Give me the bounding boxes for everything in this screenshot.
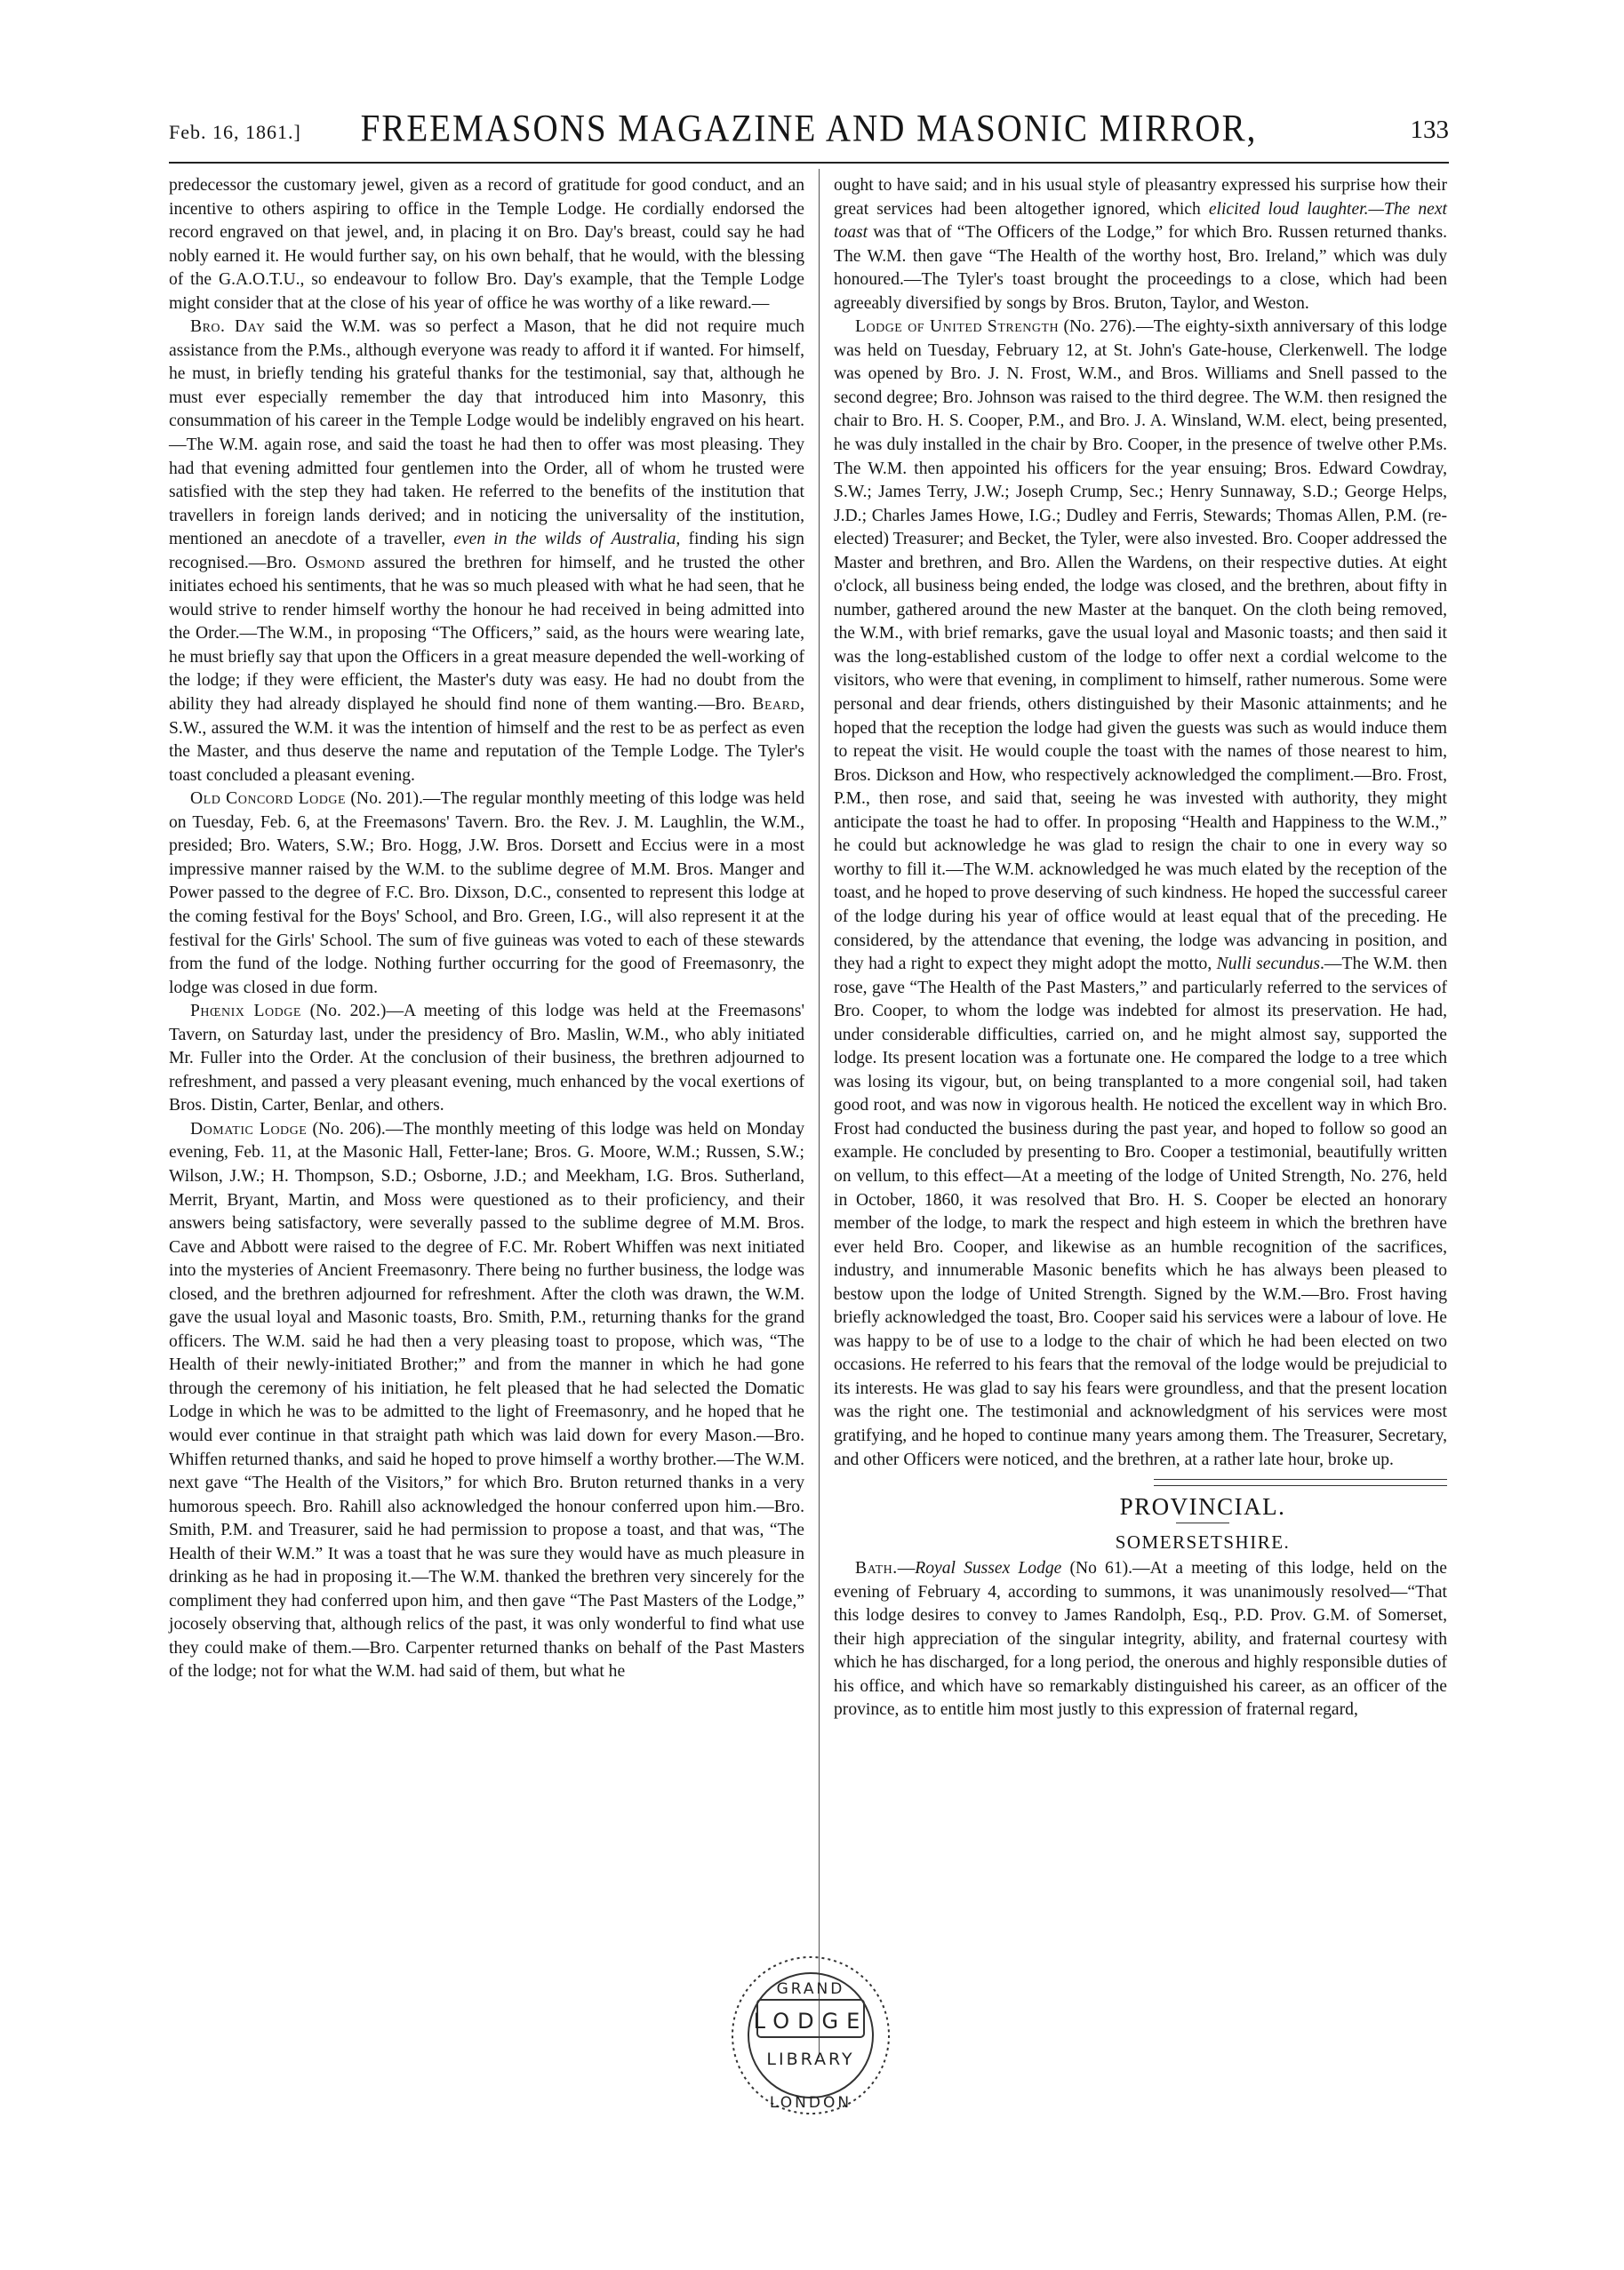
speaker-name: Beard [752, 695, 801, 715]
paragraph-lodge-of-united-strength: Lodge of United Strength (No. 276).—The eighty-sixth anniversary of this lodge was held on Tuesday, February 12, at St. John's Gate-house, Clerkenwell. The lodge was opened by Bro. J. N. Frost, W.M., and Bros. Williams and Snell passed to the second degree; Bro. Johnson was raised to the third degree. The W.M. then resigned the chair to Bro. H. S. Cooper, P.M., and Bro. J. A. Winsland, W.M. elect, being presented, he was duly installed in the chair by Bro. Cooper, in the presence of twelve other P.Ms. The W.M. then appointed his officers for the year ensuing; Bros. Edward Cowdray, S.W.; James Terry, J.W.; Joseph Crump, Sec.; Henry Sunnaway, S.D.; George Helps, J.D.; Charles James Howe, I.G.; Dudley and Ferris, Stewards; Thomas Allen, P.M. (re-elected) Treasurer; and Becket, the Tyler, were also invested. Bro. Cooper addressed the Master and brethren, and Bro. Allen the Wardens, on their respective duties. At eight o'clock, all business being ended, the lodge was closed, and the brethren, about fifty in number, gathered around the new Master at the banquet. On the cloth being removed, the W.M., with brief remarks, gave the usual loyal and Masonic toasts; and then said it was the long-established custom of the lodge to offer next a cordial welcome to the visitors, who were that evening, in compliment to himself, rather numerous. Some were personal and dear friends, others distinguished by their Masonic attainments; and he hoped that the reception the lodge had given the guests was such as would induce them to repeat the visit. He would couple the toast with the names of those nearest to him, Bros. Dickson and How, who respectively acknowledged the compliment.—Bro. Frost, P.M., then rose, and said that, seeing he was invested with authority, they might anticipate the toast he had to offer. In proposing “Health and Happiness to the W.M.,” he could but acknowledge he was glad to resign the chair to one in every way so worthy to fill it.—The W.M. acknowledged he was much elated by the reception of the toast, and he hoped to prove deserving of such kindness. He hoped the successful career of the lodge during his year of office would at least equal that of the preceding. He considered, by the attendance that evening, the lodge was advancing in position, and they had a right to expect they might adopt the motto, Nulli secundus.—The W.M. then rose, gave “The Health of the Past Masters,” and particularly referred to the services of Bro. Cooper, to whom the lodge was indebted for almost its preservation. He had, under considerable difficulties, carried on, and he might almost say, supported the lodge. Its present location was a fortunate one. He compared the lodge to a tree which was losing its vigour, but, on being transplanted to a more congenial soil, had taken good root, and was now in vigorous health. He noticed the excellent way in which Bro. Frost had conducted the business during the past year, and hoped to follow so good an example. He concluded by presenting to Bro. Cooper a testimonial, beautifully written on vellum, to this effect—At a meeting of the lodge of United Strength, No. 276, held in October, 1860, it was resolved that Bro. H. S. Cooper be elected an honorary member of the lodge, to mark the respect and high esteem in which the brethren have ever held Bro. Cooper, and likewise as an humble recognition of the sacrifices, industry, and innumerable Masonic benefits which he has always been pleased to bestow upon the lodge of United Strength. Signed by the W.M.—Bro. Frost having briefly acknowledged the toast, Bro. Cooper said his services were a labour of love. He was happy to be of use to a lodge to the chair of which he had been elected on two occasions. He referred to his fears that the removal of the lodge would be prejudicial to its interests. He was glad to say his fears were groundless, and that the present location was the right one. The testimonial and acknowledgment of his services were most gratifying, and he hoped to continue many years among them. The Treasurer, Secretary, and other Officers were noticed, and the brethren, at a rather late hour, broke up. [834, 317, 1447, 1469]
section-rule [1154, 1479, 1447, 1486]
issue-date: Feb. 16, 1861.] [169, 121, 301, 143]
lodge-name: Royal Sussex Lodge [915, 1559, 1062, 1579]
library-stamp-graphic [704, 1951, 917, 2129]
section-heading-provincial: PROVINCIAL. [1119, 1493, 1286, 1521]
paragraph-old-concord-lodge: Old Concord Lodge (No. 201).—The regular monthly meeting of this lodge was held on Tuesday, Feb. 6, at the Freemasons' Tavern. Bro. the Rev. J. M. Laughlin, the W.M., presided; Bro. Waters, S.W.; Bro. Hogg, J.W. Bros. Dorsett and Eccius were in a most impressive manner raised by the W.M. to the sublime degree of M.M. Bros. Manger and Power passed to the degree of F.C. Bro. Dixson, D.C., consented to represent this lodge at the coming festival for the Boys' School, and Bro. Green, I.G., will also represent it at the festival for the Girls' School. The sum of five guineas was voted to each of these stewards from the fund of the lodge. Nothing further occurring for the good of Freemasonry, the lodge was closed in due form. [169, 789, 804, 997]
lodge-name: Old Concord Lodge [190, 789, 347, 809]
lodge-name: Lodge of United Strength [855, 317, 1060, 337]
paragraph-domatic-lodge: Domatic Lodge (No. 206).—The monthly meeting of this lodge was held on Monday evening, Feb. 11, at the Masonic Hall, Fetter-lane; Bros. G. Moore, W.M.; Russen, S.W.; Wilson, J.W.; H. Thompson, S.D.; Osborne, J.D.; and Meekham, I.G. Bros. Sutherland, Merrit, Bryant, Martin, and Moss were questioned as to their proficiency, and their answers being satisfactory, were severally passed to the sublime degree of M.M. Bros. Cave and Abbott were raised to the degree of F.C. Mr. Robert Whiffen was next initiated into the mysteries of Ancient Freemasonry. There being no further business, the lodge was closed, and the brethren adjourned for refreshment. After the cloth was drawn, the W.M. gave the usual loyal and Masonic toasts, Bro. Smith, P.M., returning thanks for the grand officers. The W.M. said he had then a very pleasing toast to propose, which was, “The Health of their newly-initiated Brother;” and from the manner in which he had gone through the ceremony of his initiation, he felt pleased that he had selected the Domatic Lodge in which he was to be admitted to the light of Freemasonry, and he hoped that he would ever continue in that straight path which was laid down for every Mason.—Bro. Whiffen returned thanks, and said he hoped to prove himself a worthy brother.—The W.M. next gave “The Health of the Visitors,” for which Bro. Bruton returned thanks in a very humorous speech. Bro. Rahill also acknowledged the honour conferred upon him.—Bro. Smith, P.M. and Treasurer, said he had permission to propose a toast, and that was, “The Health of their W.M.” It was a toast that he was sure they would have as much pleasure in drinking as he had in proposing it.—The W.M. thanked the brethren very sincerely for the compliment they had conferred upon him, and then gave “The Past Masters of the Lodge,” jocosely observing that, although relics of the past, it was only wonderful to find what use they could make of them.—Bro. Carpenter returned thanks on behalf of the Past Masters of the lodge; not for what the W.M. had said of them, but what he [169, 1119, 804, 1682]
page-number: 133 [1410, 116, 1449, 144]
speaker-name: Osmond [305, 553, 365, 572]
column-divider [819, 169, 820, 2058]
paragraph-bro-day-reply: Bro. Day said the W.M. was so perfect a Mason, that he did not require much assistance from the P.Ms., although everyone was ready to afford it if wanted. For himself, he must, in briefly tending his grateful thanks for the testimonial, say that, although he must ever especially remember the day that introduced him into Masonry, this consummation of his career in the Temple Lodge would be indelibly engraved on his heart.—The W.M. again rose, and said the toast he had then to offer was most pleasing. They had that evening admitted four gentlemen into the Order, all of whom he trusted were satisfied with the step they had taken. He referred to the benefits of the institution that travellers in foreign lands derived; and in noticing the universality of the institution, mentioned an anecdote of a traveller, even in the wilds of Australia, finding his sign recognised.—Bro. Osmond assured the brethren for himself, and he trusted the other initiates echoed his sentiments, that he was so much pleased with what he had seen, that he would strive to render himself worthy the honour he had received in being admitted into the Order.—The W.M., in proposing “The Officers,” said, as the hours were wearing late, he must briefly say that upon the Officers in a great measure depended the well-working of the lodge; if they were efficient, the Master's duty was easy. He had no doubt from the ability they had already displayed he should find none of them wanting.—Bro. Beard, S.W., assured the W.M. it was the intention of himself and the rest to be as perfect as even the Master, and thus deserve the name and reputation of the Temple Lodge. The Tyler's toast concluded a pleasant evening. [169, 317, 804, 785]
subsection-heading-somersetshire: SOMERSETSHIRE. [1115, 1531, 1291, 1553]
library-stamp [704, 1951, 917, 2129]
header-rule [169, 162, 1449, 164]
stamp-text-grand: GRAND [776, 1980, 845, 1998]
paragraph-temple-lodge-continued: predecessor the customary jewel, given as a record of gratitude for good conduct, and an incentive to others aspiring to office in the Temple Lodge. He cordially endorsed the record engraved on that jewel, and, in placing it on Bro. Day's breast, could say he had nobly earned it. He would further say, on his own behalf, that he would, with the blessing of the G.A.O.T.U., so endeavour to follow Bro. Day's example, that the Temple Lodge might consider that at the close of his year of office he was worthy of a like reward.— [169, 176, 804, 313]
stamp-text-london: LONDON [769, 2094, 852, 2112]
lodge-name: Phœnix Lodge [190, 1002, 301, 1021]
town-name: Bath. [855, 1559, 898, 1579]
right-column [834, 174, 1447, 1722]
lodge-name: Domatic Lodge [190, 1119, 308, 1139]
paragraph-phoenix-lodge: Phœnix Lodge (No. 202.)—A meeting of this lodge was held at the Freemasons' Tavern, on Saturday last, under the presidency of Bro. Maslin, W.M., who ably initiated Mr. Fuller into the Order. At the conclusion of their business, the brethren adjourned to refreshment, and passed a very pleasant evening, much enhanced by the vocal exertions of Bros. Distin, Carter, Benlar, and others. [169, 1002, 805, 1115]
magazine-title: FREEMASONS MAGAZINE AND MASONIC MIRROR, [360, 107, 1258, 150]
stamp-text-library: LIBRARY [766, 2050, 855, 2069]
paragraph-domatic-lodge-continued: ought to have said; and in his usual style of pleasantry expressed his surprise how their great services had been altogether ignored, which elicited loud laughter.—The next toast was that of “The Officers of the Lodge,” for which Bro. Russen returned thanks. The W.M. then gave “The Health of the worthy host, Bro. Ireland,” which was duly honoured.—The Tyler's toast brought the proceedings to a close, which had been agreeably diversified by songs by Bros. Bruton, Taylor, and Weston. [834, 176, 1447, 313]
stamp-text-lodge: LODGE [753, 2009, 868, 2034]
paragraph-bath-royal-sussex-lodge: Bath.—Royal Sussex Lodge (No 61).—At a meeting of this lodge, held on the evening of February 4, according to summons, it was unanimously resolved—“That this lodge desires to convey to James Randolph, Esq., P.D. Prov. G.M. of Somerset, their high appreciation of the singular integrity, ability, and fraternal courtesy with which he has discharged, for a long period, the onerous and highly responsible duties of his office, and which have so remarkably distinguished his career, as an officer of the province, as to entitle him most justly to this expression of fraternal regard, [834, 1559, 1447, 1720]
speaker-name: Bro. Day [190, 317, 266, 337]
page-header [169, 105, 1449, 158]
left-column [169, 174, 804, 1684]
